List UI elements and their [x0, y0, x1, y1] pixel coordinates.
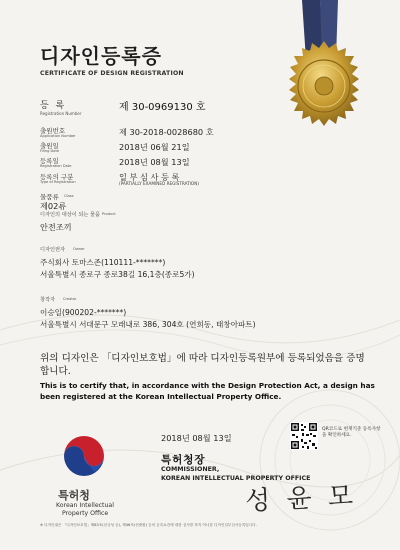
- registration-label-en: Registration Number: [40, 111, 82, 116]
- footer-note: ※ 디자인권은 「디자인보호법」제83조(신규성 등), 제46조(선출원) 등의 등록요건에 대한 심사를 하지 아니한 디자인일부심사등록임니다.: [40, 523, 257, 527]
- application-number-value: 제 30-2018-0028680 호: [119, 127, 214, 137]
- product-label-en: Product: [102, 212, 116, 216]
- kipo-name-en-line1: Korean Intellectual: [56, 502, 114, 509]
- registration-type-label: 등록의 구분: [40, 173, 74, 181]
- registration-type-label-en: Type of Registration: [40, 180, 76, 184]
- certification-statement-ko: 위의 디자인은 「디자인보호법」에 따라 디자인등록원부에 등록되었음을 증명합니다.: [40, 353, 365, 377]
- creator-address: 서울특별시 서대문구 모래내로 386, 304호 (연희동, 태창아파트): [40, 320, 256, 329]
- owner-name: 주식회사 토마스존(110111-*******): [40, 258, 166, 267]
- creator-label: 창작자: [40, 297, 56, 303]
- filing-date-label: 출원일: [40, 142, 59, 150]
- product-value: 안전조끼: [40, 222, 72, 232]
- registration-label: 등 록: [40, 101, 67, 111]
- registration-date-value: 2018년 08월 13일: [119, 157, 190, 167]
- certification-statement-en: This is to certify that, in accordance with the Design Protection Act, a design has been registered at the Korean Intellectual Property Office.: [40, 381, 375, 401]
- class-value: 제02류: [40, 201, 67, 211]
- registration-number: 제 30-0969130 호: [119, 102, 206, 113]
- class-label: 물품류: [40, 193, 59, 201]
- qr-instruction: QR코드로 현재기준 등록사항을 확인하세요.: [322, 427, 381, 438]
- owner-label: 디자인권자: [40, 247, 66, 253]
- application-number-label-en: Application Number: [40, 134, 76, 138]
- gold-seal-icon: [278, 40, 370, 132]
- commissioner-title-en: COMMISSIONER,: [161, 466, 220, 473]
- product-label: 디자인의 대상이 되는 물품: [40, 212, 101, 218]
- creator-label-en: Creator: [63, 297, 77, 301]
- kipo-name: 특허청: [58, 489, 90, 502]
- kipo-name-en-line2: Property Office: [62, 510, 109, 517]
- office-name-en: KOREAN INTELLECTUAL PROPERTY OFFICE: [161, 475, 311, 482]
- owner-address: 서울특별시 종로구 종로38길 16,1층(종로5가): [40, 270, 195, 279]
- filing-date-label-en: Filing Date: [40, 149, 60, 153]
- class-label-en: Class: [64, 194, 74, 198]
- registration-date-label-en: Registration Date: [40, 164, 72, 168]
- registration-type-value-en: (PARTIALLY EXAMINED REGISTRATION): [119, 181, 199, 186]
- commissioner-title: 특허청장: [161, 454, 206, 466]
- filing-date-value: 2018년 06월 21일: [119, 142, 190, 152]
- application-number-label: 출원번호: [40, 127, 66, 135]
- kipo-logo-icon: [60, 432, 108, 480]
- qr-code-icon[interactable]: [290, 422, 318, 450]
- certificate-title-en: CERTIFICATE OF DESIGN REGISTRATION: [40, 70, 184, 77]
- registration-type-value: 일 부 심 사 등 록: [119, 172, 180, 182]
- owner-label-en: Owner: [73, 247, 85, 251]
- issue-date: 2018년 08월 13일: [161, 433, 232, 443]
- commissioner-signature: 성 윤 모: [244, 481, 358, 517]
- registration-date-label: 등록일: [40, 157, 59, 165]
- creator-name: 이승일(900202-*******): [40, 308, 127, 317]
- certificate-title: 디자인등록증: [40, 44, 162, 68]
